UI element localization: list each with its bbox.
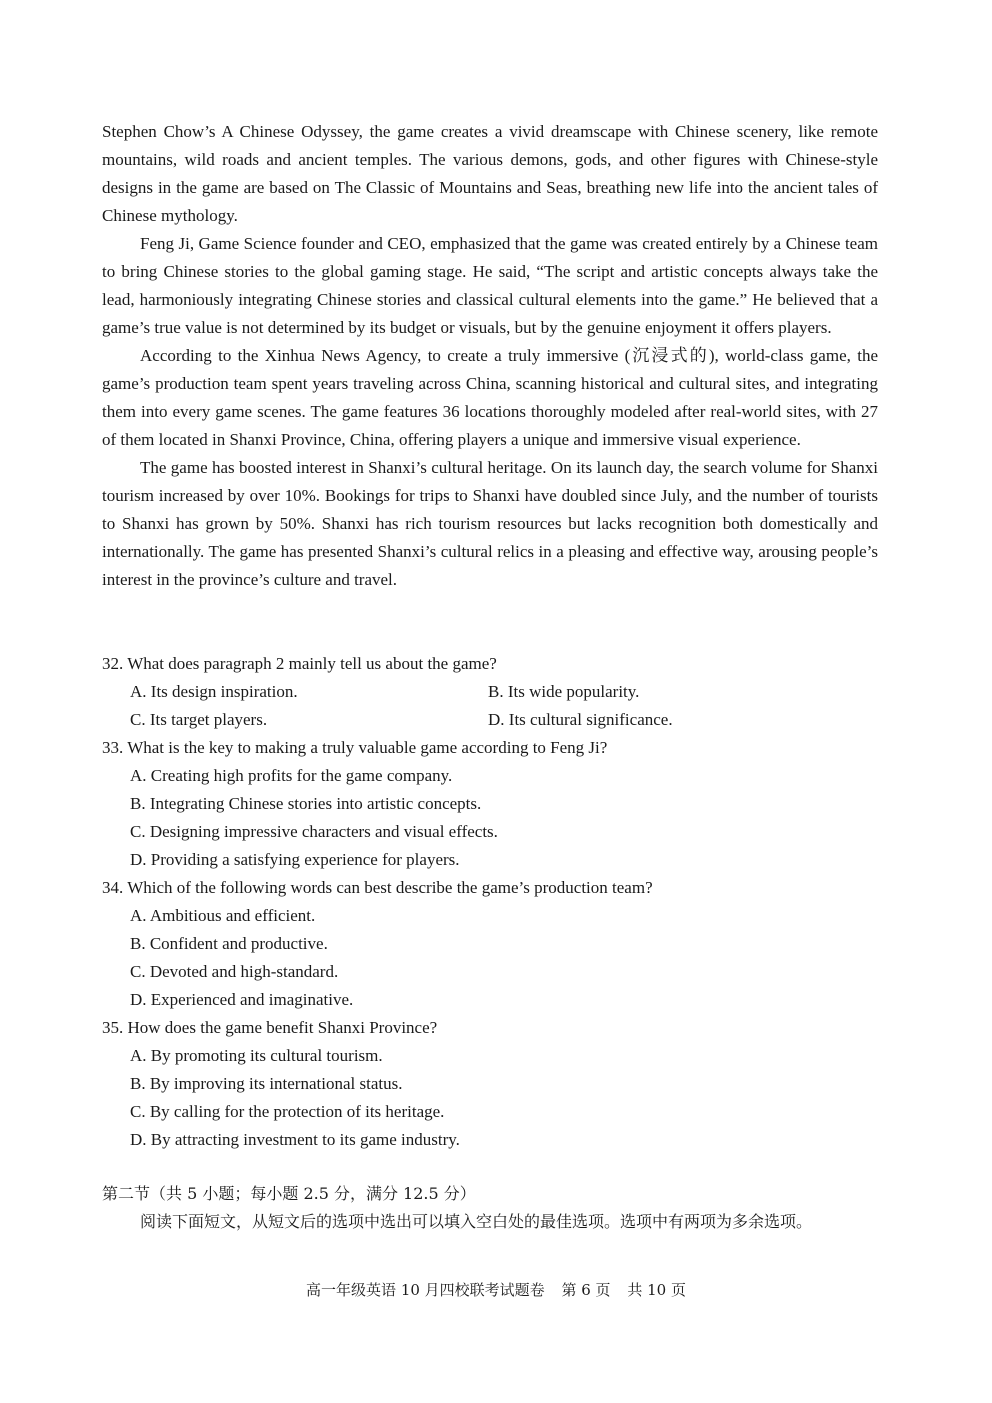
question-34 [102, 874, 892, 1014]
question-32 [102, 650, 892, 734]
option-c: C. Its target players. [130, 710, 268, 729]
question-list [102, 650, 892, 1154]
option-a: A. Its design inspiration. [130, 682, 298, 701]
option-row [130, 678, 892, 706]
option-a: A. By promoting its cultural tourism. [130, 1046, 383, 1065]
option-row [130, 706, 892, 734]
question-stem: 32. What does paragraph 2 mainly tell us about the game? [102, 654, 497, 673]
passage-paragraph-3: According to the Xinhua News Agency, to create a truly immersive (沉浸式的), world-class game, the game’s production team spent years traveling across China, scanning historical and cultural sites, and integrating them into every game scenes. The game features 36 locations thoroughly modeled after real-world sites, with 27 of them located in Shanxi Province, China, offering players a unique and immersive visual experience. [102, 346, 878, 449]
option-c: C. Designing impressive characters and visual effects. [130, 822, 498, 841]
option-d: D. Experienced and imaginative. [130, 990, 354, 1009]
question-stem: 33. What is the key to making a truly valuable game according to Feng Ji? [102, 738, 608, 757]
option-b: B. By improving its international status. [130, 1074, 403, 1093]
option-a: A. Ambitious and efficient. [130, 906, 316, 925]
option-c: C. By calling for the protection of its heritage. [130, 1102, 445, 1121]
section-two [102, 1180, 892, 1236]
question-33 [102, 734, 892, 874]
option-b: B. Integrating Chinese stories into artistic concepts. [130, 794, 482, 813]
section-heading: 第二节（共 5 小题；每小题 2.5 分，满分 12.5 分） [102, 1184, 476, 1203]
question-35 [102, 1014, 892, 1154]
option-d: D. Providing a satisfying experience for players. [130, 850, 460, 869]
footer-page-number: 第 6 页 [561, 1281, 611, 1299]
section-instruction: 阅读下面短文，从短文后的选项中选出可以填入空白处的最佳选项。选项中有两项为多余选项。 [140, 1212, 813, 1231]
passage-paragraph-1: Stephen Chow’s A Chinese Odyssey, the game creates a vivid dreamscape with Chinese scenery, like remote mountains, wild roads and ancient temples. The various demons, gods, and other figures with Chinese-style designs in the game are based on The Classic of Mountains and Seas, breathing new life into the ancient tales of Chinese mythology. [102, 122, 878, 225]
option-b: B. Confident and productive. [130, 934, 328, 953]
option-c: C. Devoted and high-standard. [130, 962, 339, 981]
option-a: A. Creating high profits for the game company. [130, 766, 453, 785]
page-footer [0, 1278, 992, 1302]
passage-paragraph-2: Feng Ji, Game Science founder and CEO, emphasized that the game was created entirely by a Chinese team to bring Chinese stories to the global gaming stage. He said, “The script and artistic concepts always take the lead, harmoniously integrating Chinese stories and classical cultural elements into the game.” He believed that a game’s true value is not determined by its budget or visuals, but by the genuine enjoyment it offers players. [102, 234, 878, 337]
question-stem: 35. How does the game benefit Shanxi Province? [102, 1018, 438, 1037]
reading-passage [102, 118, 878, 594]
option-d: D. By attracting investment to its game industry. [130, 1130, 460, 1149]
footer-title: 高一年级英语 10 月四校联考试题卷 [306, 1281, 545, 1299]
footer-total-pages: 共 10 页 [627, 1281, 686, 1299]
question-stem: 34. Which of the following words can best describe the game’s production team? [102, 878, 653, 897]
option-b: B. Its wide popularity. [488, 682, 640, 701]
option-d: D. Its cultural significance. [488, 710, 673, 729]
passage-paragraph-4: The game has boosted interest in Shanxi’s cultural heritage. On its launch day, the search volume for Shanxi tourism increased by over 10%. Bookings for trips to Shanxi have doubled since July, and the number of tourists to Shanxi has grown by 50%. Shanxi has rich tourism resources but lacks recognition both domestically and internationally. The game has presented Shanxi’s cultural relics in a pleasing and effective way, arousing people’s interest in the province’s culture and travel. [102, 458, 878, 589]
